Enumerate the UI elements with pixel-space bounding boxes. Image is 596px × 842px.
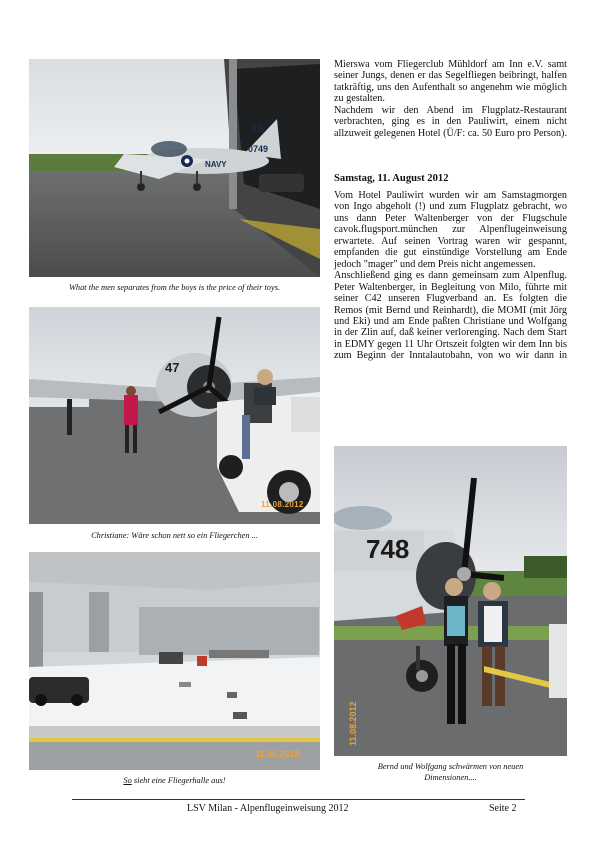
footer-rule [72,799,525,800]
plane-number-47: 47 [165,360,180,375]
date-stamp-photo-3: 11.08.2012 [255,749,300,759]
footer-title: LSV Milan - Alpenflugeinweisung 2012 [187,803,349,814]
caption-photo-3-underlined: So [123,776,132,785]
caption-photo-2: Christiane: Wäre schon nett so ein Fliegerchen ... [91,531,258,540]
date-stamp-photo-2: 11.08.2012 [261,500,304,509]
photo-christiane-propeller-plane [29,307,320,524]
plane-tail-number: 0749 [248,144,269,154]
text-saturday-block [334,190,567,362]
plane-navy-text: NAVY [205,160,227,169]
intro-paragraph: Mierswa vom Fliegerclub Mühldorf am Inn e.V. samt seiner Jungs, denen er das Segelfliegen beibringt, halfen tatkräftig, uns den Aufenthalt so angenehm wie möglich zu gestalten. [334,59,567,105]
caption-photo-3 [29,775,320,786]
photo-bernd-wolfgang-plane [334,446,567,756]
caption-photo-4-line-2: Dimensionen.... [424,773,477,782]
plane-tail-code: 2S [251,123,265,135]
photo-navy-plane-hangar [29,59,320,277]
caption-photo-1: What the men separates from the boys is the price of their toys. [68,283,281,292]
saturday-paragraph-2: Anschließend ging es dann gemeinsam zum Alpenflug. Peter Waltenberger, in Begleitung von Milo, führte mit seiner C42 unseren Flugverband an. Es folgten die Remos (mit Bernd und Reinhardt), die MOMI (mit Jörg und Eki) und am Ende paßten Christiane und Wolfgang in der Zlin auf, daß keiner verlorenging. Nach dem Start in EDMY gegen 11 Uhr Ortszeit folgten wir dem Inn bis zum Beginn der Inntalautobahn, von wo wir dann in [334,270,567,362]
caption-photo-4 [334,761,567,783]
intro-paragraph-2: Nachdem wir den Abend im Flugplatz-Restaurant verbrachten, ging es in den Pauliwirt, einem nicht allzuweit gelegenen Hotel (Ü/F: ca. 50 Euro pro Person). [334,104,567,139]
section-heading-saturday: Samstag, 11. August 2012 [334,173,449,184]
date-stamp-photo-4: 11.08.2012 [348,701,358,746]
saturday-paragraph-1: Vom Hotel Pauliwirt wurden wir am Samstagmorgen von Ingo abgeholt (!) und zum Flugplatz gebracht, wo uns dann Peter Waltenberger von der Flugschule cavok.flugsport.münchen zur Alpenflugeinweisung erwartete. Auf seinen Vortrag waren wir gespannt, empfanden die gut einstündige Vorstellung am Ende jedoch "mager" und dem Preis nicht angemessen. [334,190,567,270]
caption-photo-3-text: sieht eine Fliegerhalle aus! [131,776,226,785]
text-intro-block [334,59,567,139]
caption-photo-4-line-1: Bernd und Wolfgang schwärmen von neuen [377,762,524,771]
footer-page-number: Seite 2 [489,803,517,814]
photo-hangar-interior [29,552,320,770]
plane-number-748: 748 [366,534,410,564]
